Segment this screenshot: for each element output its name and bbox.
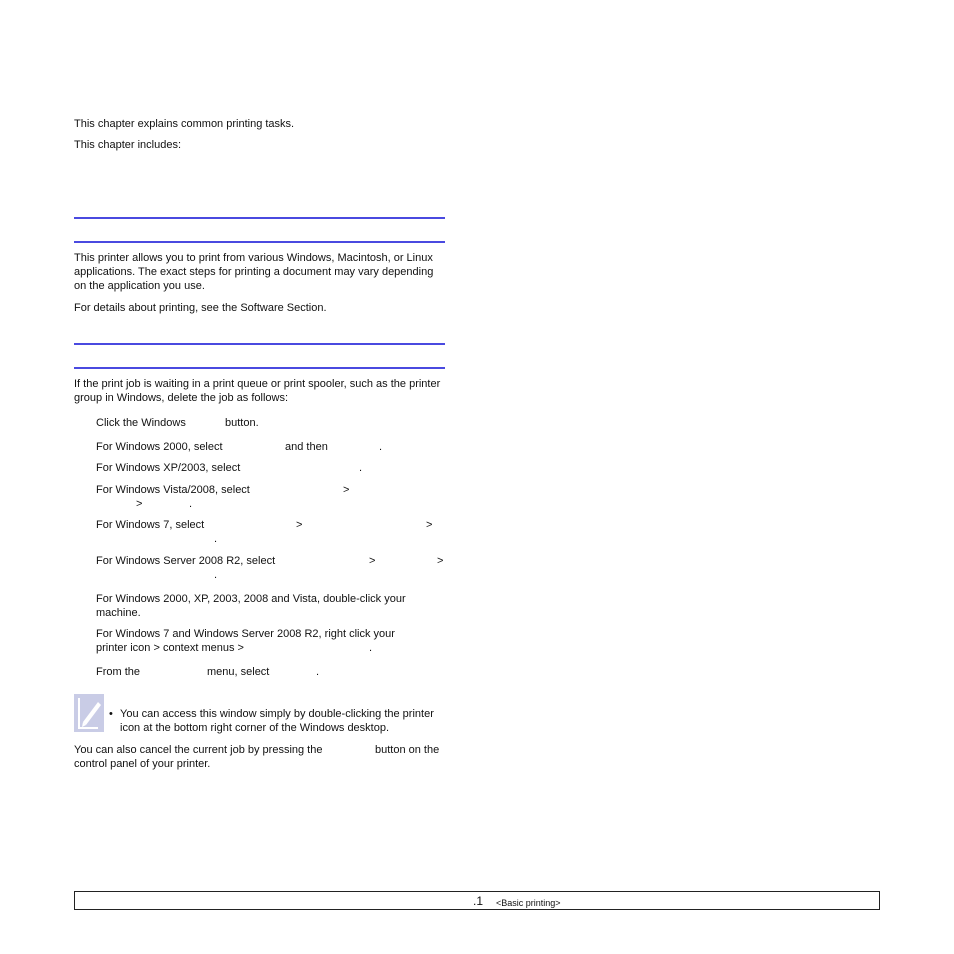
section1-paragraph: This printer allows you to print from various Windows, Macintosh, or Linux applications. The exact steps for printing a document may vary depending on the application you use.: [74, 252, 434, 292]
section-rule-bottom: [74, 367, 445, 369]
section-rule-top: [74, 217, 445, 219]
note-pencil-icon: [74, 694, 104, 732]
step2-windows2000-period: .: [379, 441, 383, 453]
section-rule-bottom: [74, 241, 445, 243]
step4-period: .: [316, 666, 320, 678]
intro-line-2: This chapter includes:: [74, 139, 181, 151]
step2-windows-server: For Windows Server 2008 R2, select: [96, 555, 276, 567]
step2-windows-server-separator: >: [369, 555, 376, 567]
step2-windows2000: For Windows 2000, select: [96, 441, 223, 453]
step4-text: From the: [96, 666, 141, 678]
note-bullet: •: [109, 708, 113, 720]
step2-windows-7-separator: >: [296, 519, 303, 531]
step2-windows-vista-separator: >: [343, 484, 350, 496]
step2-windows-vista: For Windows Vista/2008, select: [96, 484, 250, 496]
cancel-text: You can also cancel the current job by pressing the: [74, 744, 323, 756]
step1-text: Click the Windows: [96, 417, 186, 429]
step2-windows-xp-period: .: [359, 462, 363, 474]
step4-text-select: menu, select: [207, 666, 270, 678]
step2-windows-7-period: .: [214, 533, 218, 545]
step2-windows-7: For Windows 7, select: [96, 519, 205, 531]
note-text: You can access this window simply by double-clicking the printer icon at the bottom right corner of the Windows desktop.: [120, 708, 434, 734]
cancel-text-continued: button on the: [375, 744, 440, 756]
footer-chapter-title: <Basic printing>: [496, 898, 561, 908]
section-rule-top: [74, 343, 445, 345]
section2-intro: If the print job is waiting in a print queue or print spooler, such as the printer group in Windows, delete the job as follows:: [74, 378, 441, 404]
step3-right-click-period: .: [369, 642, 373, 654]
section1-software-note: For details about printing, see the Software Section.: [74, 302, 327, 314]
step2-windows-server-separator: >: [437, 555, 444, 567]
step2-windows-xp: For Windows XP/2003, select: [96, 462, 241, 474]
footer-page-number: .1: [473, 894, 484, 908]
step2-windows2000-then: and then: [285, 441, 328, 453]
step3-right-click: For Windows 7 and Windows Server 2008 R2, right click your printer icon > context menus >: [96, 628, 395, 654]
intro-line-1: This chapter explains common printing tasks.: [74, 118, 295, 130]
step3-double-click: For Windows 2000, XP, 2003, 2008 and Vista, double-click your machine.: [96, 593, 406, 619]
step2-windows-vista-period: .: [189, 498, 193, 510]
step1-text-end: button.: [225, 417, 259, 429]
step2-windows-7-separator: >: [426, 519, 433, 531]
step2-windows-vista-separator: >: [136, 498, 143, 510]
step2-windows-server-period: .: [214, 569, 218, 581]
cancel-text-end: control panel of your printer.: [74, 758, 211, 770]
note-icon: [74, 694, 104, 732]
